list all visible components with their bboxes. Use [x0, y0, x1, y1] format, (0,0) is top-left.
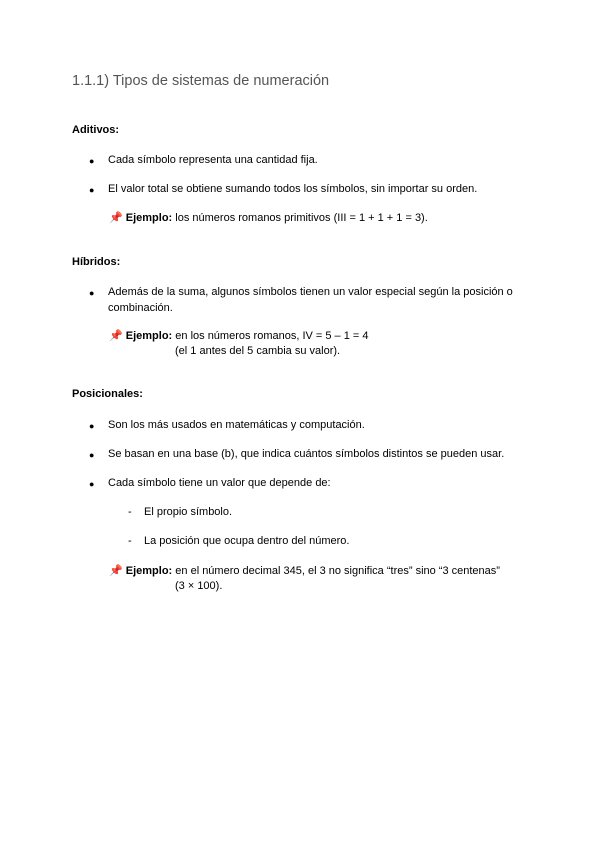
- heading-posicionales: Posicionales:: [72, 388, 143, 400]
- example-posicionales: [109, 563, 500, 579]
- bullet-icon: ●: [89, 185, 95, 195]
- list-item: Son los más usados en matemáticas y computación.: [108, 419, 365, 431]
- example-hibridos: [109, 328, 369, 344]
- sub-list-item: El propio símbolo.: [144, 506, 233, 518]
- bullet-icon: ●: [89, 479, 95, 489]
- list-item: Además de la suma, algunos símbolos tienen un valor especial según la posición o combinación.: [108, 286, 513, 314]
- bullet-icon: ●: [89, 288, 95, 298]
- dash-icon: -: [128, 506, 132, 518]
- pushpin-icon: 📌: [109, 212, 123, 224]
- sub-list-item: La posición que ocupa dentro del número.: [144, 535, 350, 547]
- section-title: 1.1.1) Tipos de sistemas de numeración: [72, 73, 330, 89]
- list-item: Cada símbolo representa una cantidad fija.: [108, 154, 318, 166]
- pushpin-icon: 📌: [109, 565, 123, 577]
- example-aditivos: [109, 210, 428, 226]
- bullet-icon: ●: [89, 156, 95, 166]
- example-text: en el número decimal 345, el 3 no significa “tres” sino “3 centenas”: [175, 565, 500, 577]
- example-continuation: (el 1 antes del 5 cambia su valor).: [175, 345, 341, 357]
- example-label: Ejemplo:: [125, 565, 173, 577]
- example-continuation: (3 × 100).: [175, 580, 223, 592]
- pushpin-icon: 📌: [109, 330, 123, 342]
- example-label: Ejemplo:: [125, 212, 173, 224]
- example-text: en los números romanos, IV = 5 – 1 = 4: [175, 330, 369, 342]
- list-item: El valor total se obtiene sumando todos los símbolos, sin importar su orden.: [108, 183, 478, 195]
- heading-hibridos: Híbridos:: [72, 256, 121, 268]
- example-label: Ejemplo:: [125, 330, 173, 342]
- list-item: Se basan en una base (b), que indica cuántos símbolos distintos se pueden usar.: [108, 448, 505, 460]
- dash-icon: -: [128, 535, 132, 547]
- bullet-icon: ●: [89, 421, 95, 431]
- heading-aditivos: Aditivos:: [72, 124, 120, 136]
- example-text: los números romanos primitivos (III = 1 + 1 + 1 = 3).: [175, 212, 428, 224]
- bullet-icon: ●: [89, 450, 95, 460]
- list-item: Cada símbolo tiene un valor que depende de:: [108, 477, 331, 489]
